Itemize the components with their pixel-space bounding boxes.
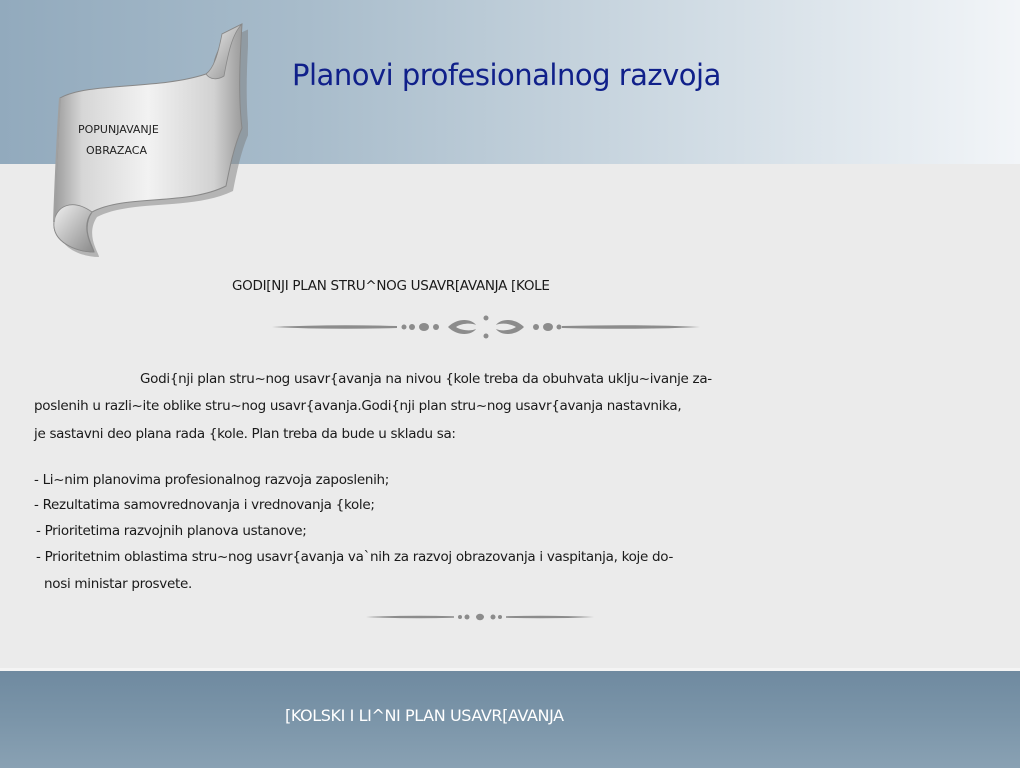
list-item: - Li~nim planovima profesionalnog razvoja zaposlenih;: [34, 472, 390, 488]
paragraph-line: poslenih u razli~ite oblike stru~nog usavr{avanja.Godi{nji plan stru~nog usavr{avanja nastavnika,: [34, 398, 682, 414]
list-item-continuation: nosi ministar prosvete.: [44, 576, 192, 592]
list-item: - Prioritetnim oblastima stru~nog usavr{avanja va`nih za razvoj obrazovanja i vaspitanja, koje do-: [36, 549, 674, 565]
page-title: Planovi profesionalnog razvoja: [292, 58, 721, 92]
list-item: - Rezultatima samovrednovanja i vrednovanja {kole;: [34, 497, 375, 513]
paragraph-line: Godi{nji plan stru~nog usavr{avanja na nivou {kole treba da obuhvata uklju~ivanje za-: [140, 371, 712, 387]
paragraph-line: je sastavni deo plana rada {kole. Plan treba da bude u skladu sa:: [34, 426, 456, 442]
scroll-label-line2: OBRAZACA: [86, 144, 147, 157]
ornament-divider-bottom-icon: [366, 610, 594, 624]
list-item: - Prioritetima razvojnih planova ustanove;: [36, 523, 307, 539]
right-edge: [1020, 0, 1024, 768]
footer-title: [KOLSKI I LI^NI PLAN USAVR[AVANJA: [285, 706, 564, 725]
section-subtitle: GODI[NJI PLAN STRU^NOG USAVR[AVANJA [KOLE: [232, 278, 550, 294]
scroll-icon: [48, 18, 248, 258]
ornament-divider-top-icon: [272, 313, 700, 341]
scroll-label-line1: POPUNJAVANJE: [78, 123, 159, 136]
